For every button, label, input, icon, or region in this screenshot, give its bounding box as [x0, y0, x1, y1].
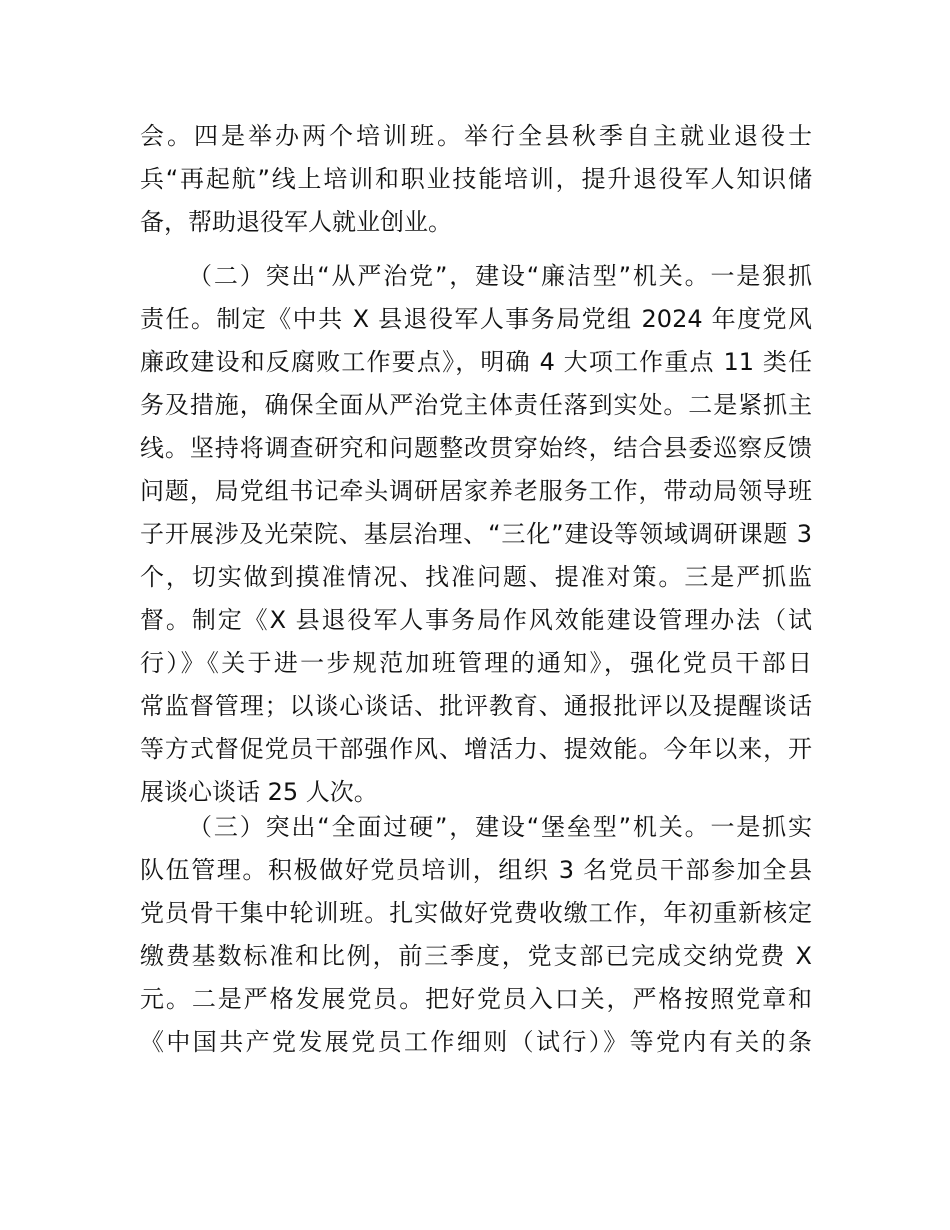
text-line: 问题，局党组书记牵头调研居家养老服务工作，带动局领导班: [140, 477, 812, 505]
text-line: 督。制定《X 县退役军人事务局作风效能建设管理办法（试: [140, 606, 812, 634]
text-line: 责任。制定《中共 X 县退役军人事务局党组 2024 年度党风: [140, 305, 812, 333]
text-line: 缴费基数标准和比例，前三季度，党支部已完成交纳党费 X: [140, 942, 812, 970]
text-line: 个，切实做到摸准情况、找准问题、提准对策。三是严抓监: [140, 563, 812, 591]
text-line: （三）突出“全面过硬”，建设“堡垒型”机关。一是抓实: [188, 813, 812, 841]
text-line: 务及措施，确保全面从严治党主体责任落到实处。二是紧抓主: [140, 391, 812, 419]
text-line: 等方式督促党员干部强作风、增活力、提效能。今年以来，开: [140, 735, 812, 763]
text-line: （二）突出“从严治党”，建设“廉洁型”机关。一是狠抓: [188, 262, 812, 290]
text-line: 《中国共产党发展党员工作细则（试行）》等党内有关的条: [140, 1028, 812, 1056]
text-line: 子开展涉及光荣院、基层治理、“三化”建设等领域调研课题 3: [140, 520, 812, 548]
paragraph-section-two: [140, 255, 812, 814]
text-line: 备，帮助退役军人就业创业。: [140, 208, 452, 236]
text-line: 党员骨干集中轮训班。扎实做好党费收缴工作，年初重新核定: [140, 899, 812, 927]
text-line: 常监督管理；以谈心谈话、批评教育、通报批评以及提醒谈话: [140, 692, 812, 720]
text-line: 会。四是举办两个培训班。举行全县秋季自主就业退役士: [140, 122, 812, 150]
text-line: 兵“再起航”线上培训和职业技能培训，提升退役军人知识储: [140, 165, 812, 193]
text-line: 元。二是严格发展党员。把好党员入口关，严格按照党章和: [140, 985, 812, 1013]
text-line: 行）》《关于进一步规范加班管理的通知》，强化党员干部日: [140, 649, 812, 677]
text-line: 队伍管理。积极做好党员培训，组织 3 名党员干部参加全县: [140, 856, 812, 884]
text-line: 展谈心谈话 25 人次。: [140, 778, 378, 806]
paragraph-continuation: [140, 115, 812, 244]
text-line: 廉政建设和反腐败工作要点》，明确 4 大项工作重点 11 类任: [140, 348, 812, 376]
text-line: 线。坚持将调查研究和问题整改贯穿始终，结合县委巡察反馈: [140, 434, 812, 462]
paragraph-section-three: [140, 806, 812, 1064]
